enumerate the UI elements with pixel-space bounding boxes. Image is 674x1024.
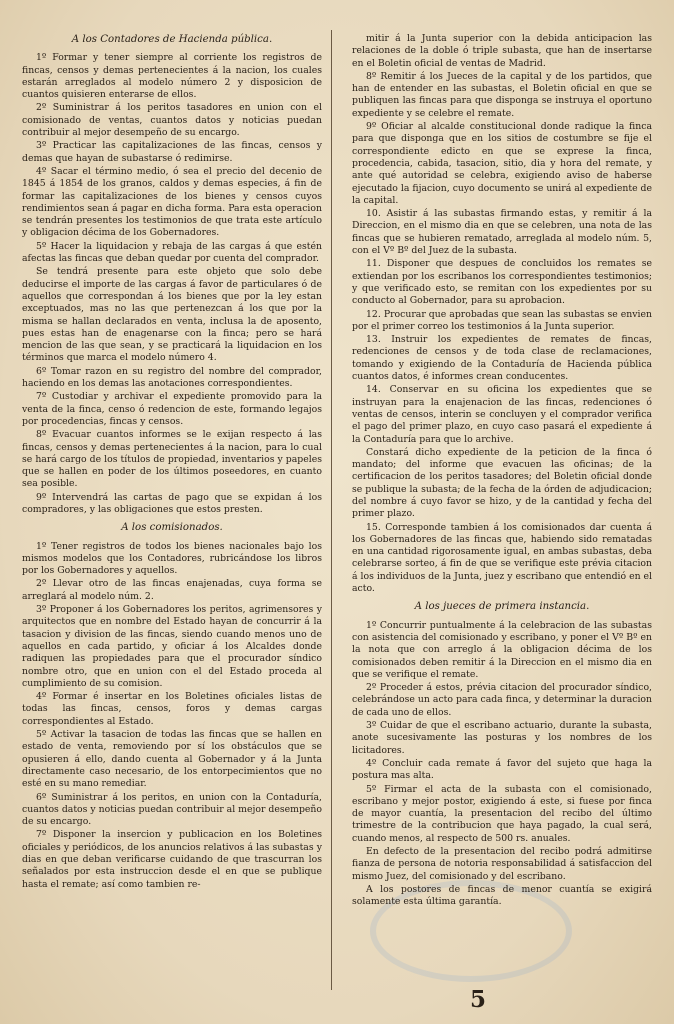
paragraph: 4º Formar é insertar en los Boletines oficiales listas de todas las fincas, censos, foros y demas cargas correspondientes al Estado. — [22, 691, 322, 727]
paragraph: 5º Hacer la liquidacion y rebaja de las cargas á que estén afectas las fincas que deban quedar por cuenta del comprador. — [22, 240, 322, 265]
left-column — [22, 26, 322, 991]
paragraph: 4º Sacar el término medio, ó sea el precio del decenio de 1845 á 1854 de los granos, caldos y demas especies, á fin de formar las capitalizaciones de los bienes y censos cuyos rendimientos sean á pagar en dicha forma. Para esta operacion se tendrán presentes los testimonios de que trata este artículo y obligacion décima de los Gobernadores. — [22, 165, 322, 239]
paragraph: 1º Concurrir puntualmente á la celebracion de las subastas con asistencia del comisionado y escribano, y poner el Vº Bº en la nota que con arreglo á la obligacion décima de los comisionados deben remitir á la Direccion en el mismo dia en que se verifique el remate. — [352, 619, 652, 680]
paragraph: 9º Oficiar al alcalde constitucional donde radique la finca para que disponga que en los sitios de costumbre se fije el correspondiente edicto en que se exprese la finca, procedencia, cabida, tasacion, sitio, dia y hora del remate, y ante qué autoridad se celebra, exigiendo aviso de haberse ejecutado la fijacion, cuyo documento se unirá al expediente de la capital. — [352, 121, 652, 206]
paragraph: 4º Concluir cada remate á favor del sujeto que haga la postura mas alta. — [352, 757, 652, 782]
section-heading-contadores: A los Contadores de Hacienda pública. — [71, 34, 273, 45]
paragraph: 8º Remitir á los Jueces de la capital y de los partidos, que han de entender en las subastas, el Boletin oficial en que se publiquen las fincas para que disponga se instruya el oportuno expediente y se celebre el remate. — [352, 70, 652, 119]
paragraph: 6º Tomar razon en su registro del nombre del comprador, haciendo en los demas las anotaciones correspondientes. — [22, 365, 322, 390]
paragraph: mitir á la Junta superior con la debida anticipacion las relaciones de la doble ó triple subasta, que han de insertarse en el Boletin oficial de ventas de Madrid. — [352, 33, 652, 69]
section-heading-comisionados: A los comisionados. — [121, 522, 223, 534]
paragraph: 3º Cuidar de que el escribano actuario, durante la subasta, anote sucesivamente las posturas y los nombres de los licitadores. — [352, 720, 652, 756]
paragraph: 11. Disponer que despues de concluidos los remates se extiendan por los escribanos los correspondientes testimonios; y que verificado esto, se remitan con los expedientes por su conducto al Gobernador, para su aprobacion. — [352, 258, 652, 307]
paragraph: 15. Corresponde tambien á los comisionados dar cuenta á los Gobernadores de las fincas que, habiendo sido rematadas en una cantidad rigorosamente igual, en ambas subastas, deba celebrarse sorteo, á fin de que se verifique este prévia citacion á los individuos de la Junta, juez y escribano que entendió en el acto. — [352, 521, 652, 595]
paragraph: 3º Proponer á los Gobernadores los peritos, agrimensores y arquitectos que en nombre del Estado hayan de concurrir á la tasacion y division de las fincas, siendo cuando menos uno de aquellos en cada partido, y oficiar á los Alcaldes donde radiquen las propiedades para que el procurador síndico nombre otro, que en union con el del Estado proceda al cumplimiento de su comision. — [22, 604, 322, 689]
paragraph: 2º Llevar otro de las fincas enajenadas, cuya forma se arreglará al modelo núm. 2. — [22, 578, 322, 602]
paragraph: 7º Custodiar y archivar el expediente promovido para la venta de la finca, censo ó redencion de este, formando legajos por procedencias, fincas y censos. — [22, 391, 322, 427]
paragraph: 2º Suministrar á los peritos tasadores en union con el comisionado de ventas, cuantos datos y noticias puedan contribuir al mejor desempeño de su encargo. — [22, 102, 322, 139]
section-heading-jueces: A los jueces de primera instancia. — [414, 601, 590, 613]
paragraph: 1º Tener registros de todos los bienes nacionales bajo los mismos modelos que los Contadores, rubricándose los libros por los Gobernadores y aquellos. — [22, 540, 322, 577]
paragraph: 7º Disponer la insercion y publicacion en los Boletines oficiales y periódicos, de los anuncios relativos á las subastas y dias en que deban verificarse cuidando de que trascurran los señalados por esta instruccion desde el en que se publique hasta el remate; así como tambien re- — [22, 829, 322, 890]
paragraph: 8º Evacuar cuantos informes se le exijan respecto á las fincas, censos y demas pertenecientes á la nacion, para lo cual se hará cargo de los títulos de propiedad, inventarios y papeles que se hallen en poder de los últimos poseedores, en cuanto sea posible. — [22, 429, 322, 490]
paragraph: A los postores de fincas de menor cuantía se exigirá solamente esta última garantía. — [352, 883, 652, 908]
paragraph: 5º Firmar el acta de la subasta con el comisionado, escribano y mejor postor, exigiendo á este, si fuese por finca de mayor cuantía, la presentacion del recibo del último trimestre de la contribucion que haya pagado, la cual será, cuando menos, al respecto de 500 rs. anuales. — [352, 783, 652, 844]
paragraph: 3º Practicar las capitalizaciones de las fincas, censos y demas que hayan de subastarse ó redimirse. — [22, 140, 322, 164]
paragraph: Se tendrá presente para este objeto que solo debe deducirse el importe de las cargas á favor de particulares ó de aquellos que correspondan á los bienes que por la ley estan exceptuados, mas no las que pertenezcan á los que por la misma se hallan declarados en venta, inclusa la de aposento, pues estas han de enagenarse con la finca; pero se hará mencion de las que sean, y se practicará la liquidacion en los términos que marca el modelo número 4. — [22, 266, 322, 364]
paragraph: 5º Activar la tasacion de todas las fincas que se hallen en estado de venta, removiendo por sí los obstáculos que se opusieren á ello, dando cuenta al Gobernador y á la Junta directamente caso necesario, de los entorpecimientos que no esté en su mano remediar. — [22, 729, 322, 790]
paragraph: 1º Formar y tener siempre al corriente los registros de fincas, censos y demas pertenecientes á la nacion, los cuales estarán arreglados al modelo número 2 y disposicion de cuantos quisieren enterarse de ellos. — [22, 52, 322, 101]
page-number: 5 — [470, 986, 487, 1013]
paragraph: 2º Proceder á estos, prévia citacion del procurador síndico, celebrándose un acto para cada finca, y determinar la duracion de cada uno de ellos. — [352, 682, 652, 718]
column-divider — [331, 30, 332, 990]
paragraph: 10. Asistir á las subastas firmando estas, y remitir á la Direccion, en el mismo dia en que se celebren, una nota de las fincas que se hubieren rematado, arreglada al modelo núm. 5, con el Vº Bº del Juez de la subasta. — [352, 208, 652, 257]
paragraph: 9º Intervendrá las cartas de pago que se expidan á los compradores, y las obligaciones que estos presten. — [22, 491, 322, 515]
paragraph: 13. Instruir los expedientes de remates de fincas, redenciones de censos y de toda clase de reclamaciones, tomando y exigiendo de la Contaduría de Hacienda pública cuantos datos, é informes crean conducentes. — [352, 334, 652, 383]
paragraph: Constará dicho expediente de la peticion de la finca ó mandato; del informe que evacuen las oficinas; de la certificacion de los peritos tasadores; del Boletin oficial donde se publique la subasta; de la fecha de la órden de adjudicacion; del nombre á cuyo favor se hizo, y de la cantidad y fecha del primer plazo. — [352, 446, 652, 520]
paragraph: 14. Conservar en su oficina los expedientes que se instruyan para la enajenacion de las fincas, redenciones ó ventas de censos, interin se concluyen y el comprador verifica el pago del primer plazo, en cuyo caso pasará el expediente á la Contaduría para que lo archive. — [352, 384, 652, 445]
paragraph: 6º Suministrar á los peritos, en union con la Contaduría, cuantos datos y noticias puedan contribuir al mejor desempeño de su encargo. — [22, 791, 322, 828]
right-column — [352, 33, 652, 991]
paragraph: 12. Procurar que aprobadas que sean las subastas se envien por el primer correo los testimonios á la Junta superior. — [352, 308, 652, 332]
paragraph: En defecto de la presentacion del recibo podrá admitirse fianza de persona de notoria responsabilidad á satisfaccion del mismo Juez, del comisionado y del escribano. — [352, 846, 652, 882]
